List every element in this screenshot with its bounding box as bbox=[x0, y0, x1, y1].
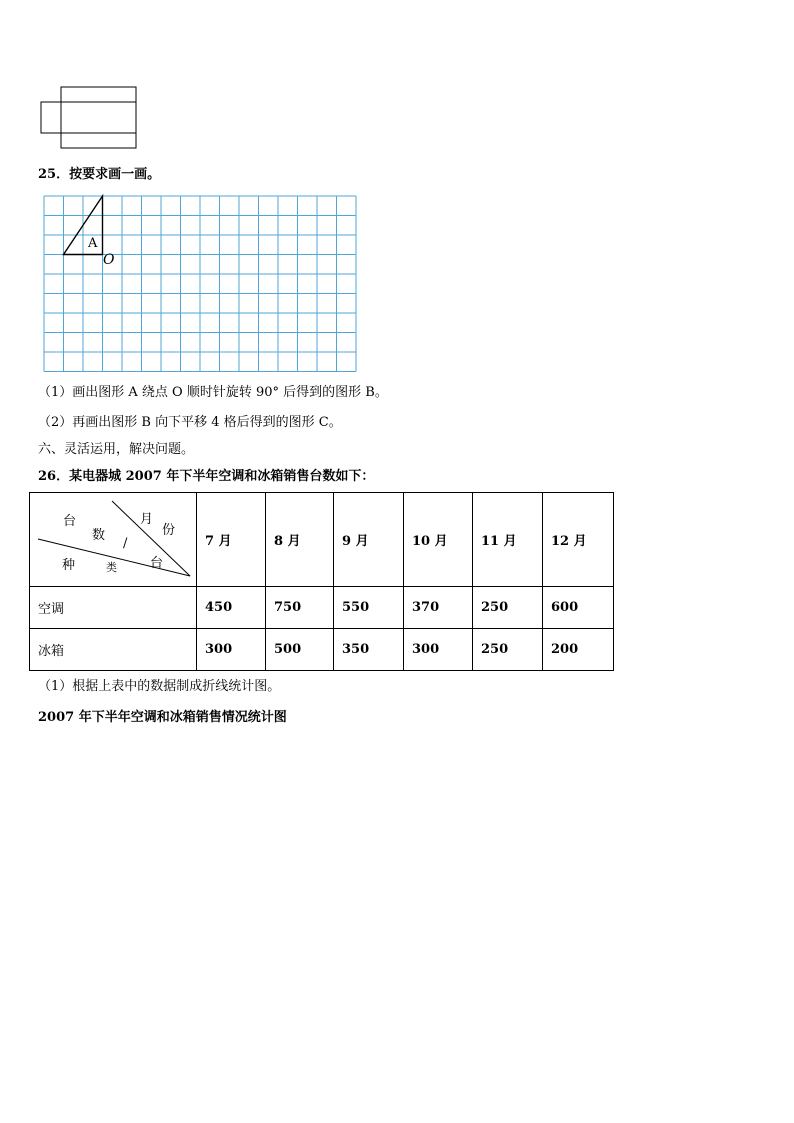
table-cell: 300 bbox=[404, 629, 473, 671]
table-row-aircon bbox=[30, 587, 614, 629]
table-cell: 250 bbox=[473, 587, 543, 629]
chart-title: 2007 年下半年空调和冰箱销售情况统计图 bbox=[38, 710, 287, 725]
sales-table bbox=[29, 492, 614, 671]
month-header: 11 月 bbox=[473, 493, 543, 587]
row-label: 冰箱 bbox=[30, 629, 197, 671]
month-header: 10 月 bbox=[404, 493, 473, 587]
diag-label-bottom-left-1: 种 bbox=[62, 558, 76, 573]
diag-label-top-left-1: 台 bbox=[63, 514, 77, 529]
table-cell: 550 bbox=[334, 587, 404, 629]
table-cell: 300 bbox=[197, 629, 266, 671]
diag-label-bottom-left-2: 类 bbox=[106, 561, 117, 574]
diag-label-slash: / bbox=[123, 536, 128, 551]
point-label-o: O bbox=[103, 252, 115, 268]
question-25-title: 25．按要求画一画。 bbox=[38, 167, 161, 182]
table-cell: 450 bbox=[197, 587, 266, 629]
q25-task-1: （1）画出图形 A 绕点 O 顺时针旋转 90° 后得到的图形 B。 bbox=[38, 385, 388, 400]
diagonal-header-cell bbox=[30, 493, 197, 587]
table-cell: 200 bbox=[543, 629, 614, 671]
table-header-row bbox=[30, 493, 614, 587]
diag-label-top-right-1: 月 bbox=[140, 512, 154, 527]
month-header: 12 月 bbox=[543, 493, 614, 587]
table-cell: 370 bbox=[404, 587, 473, 629]
diag-label-top-left-2: 数 bbox=[92, 528, 106, 543]
table-cell: 750 bbox=[266, 587, 334, 629]
month-header: 9 月 bbox=[334, 493, 404, 587]
table-cell: 350 bbox=[334, 629, 404, 671]
section-6-heading: 六、灵活运用，解决问题。 bbox=[38, 442, 195, 457]
diag-label-bottom-right: 台 bbox=[150, 556, 164, 571]
cuboid-net-figure bbox=[40, 86, 140, 152]
q25-task-2: （2）再画出图形 B 向下平移 4 格后得到的图形 C。 bbox=[38, 415, 342, 430]
q26-task-1: （1）根据上表中的数据制成折线统计图。 bbox=[38, 679, 281, 694]
table-cell: 600 bbox=[543, 587, 614, 629]
diag-label-top-right-2: 份 bbox=[162, 523, 176, 538]
point-label-a: A bbox=[88, 236, 98, 251]
table-cell: 500 bbox=[266, 629, 334, 671]
question-26-title: 26．某电器城 2007 年下半年空调和冰箱销售台数如下： bbox=[38, 469, 375, 484]
table-row-fridge bbox=[30, 629, 614, 671]
table-cell: 250 bbox=[473, 629, 543, 671]
rotation-grid bbox=[43, 195, 363, 375]
month-header: 8 月 bbox=[266, 493, 334, 587]
month-header: 7 月 bbox=[197, 493, 266, 587]
row-label: 空调 bbox=[30, 587, 197, 629]
